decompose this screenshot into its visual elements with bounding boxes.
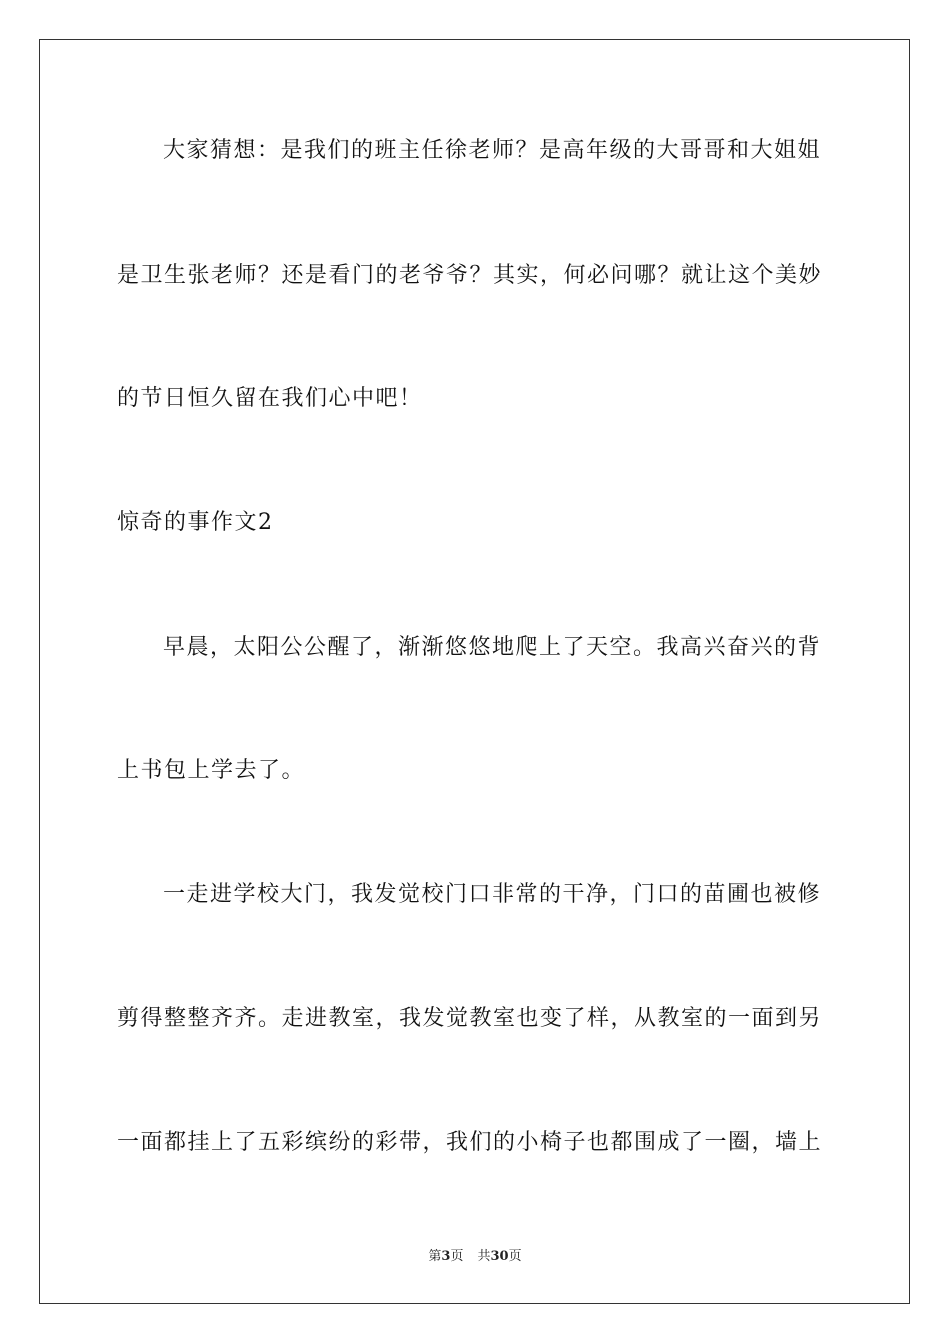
section-heading: 惊奇的事作文2 — [117, 510, 274, 535]
paragraph-line: 大家猜想：是我们的班主任徐老师？是高年级的大哥哥和大姐姐 — [163, 138, 822, 163]
paragraph-line: 是卫生张老师？还是看门的老爷爷？其实，何必问哪？就让这个美妙 — [117, 263, 823, 288]
page-footer — [0, 1248, 950, 1266]
page-border — [39, 39, 910, 1304]
page-number: 3 — [441, 1249, 451, 1264]
total-suffix: 页 — [508, 1249, 522, 1264]
paragraph-line: 上书包上学去了。 — [117, 758, 306, 783]
paragraph-line: 一面都挂上了五彩缤纷的彩带，我们的小椅子也都围成了一圈，墙上 — [117, 1130, 823, 1155]
total-prefix: 共 — [477, 1249, 491, 1264]
paragraph-line: 的节日恒久留在我们心中吧！ — [117, 386, 423, 411]
paragraph-line: 一走进学校大门，我发觉校门口非常的干净，门口的苗圃也被修 — [163, 882, 822, 907]
paragraph-line: 剪得整整齐齐。走进教室，我发觉教室也变了样，从教室的一面到另 — [117, 1006, 823, 1031]
page-suffix: 页 — [450, 1249, 464, 1264]
page-prefix: 第 — [428, 1249, 442, 1264]
paragraph-line: 早晨，太阳公公醒了，渐渐悠悠地爬上了天空。我高兴奋兴的背 — [163, 635, 822, 660]
total-pages: 30 — [490, 1249, 509, 1264]
